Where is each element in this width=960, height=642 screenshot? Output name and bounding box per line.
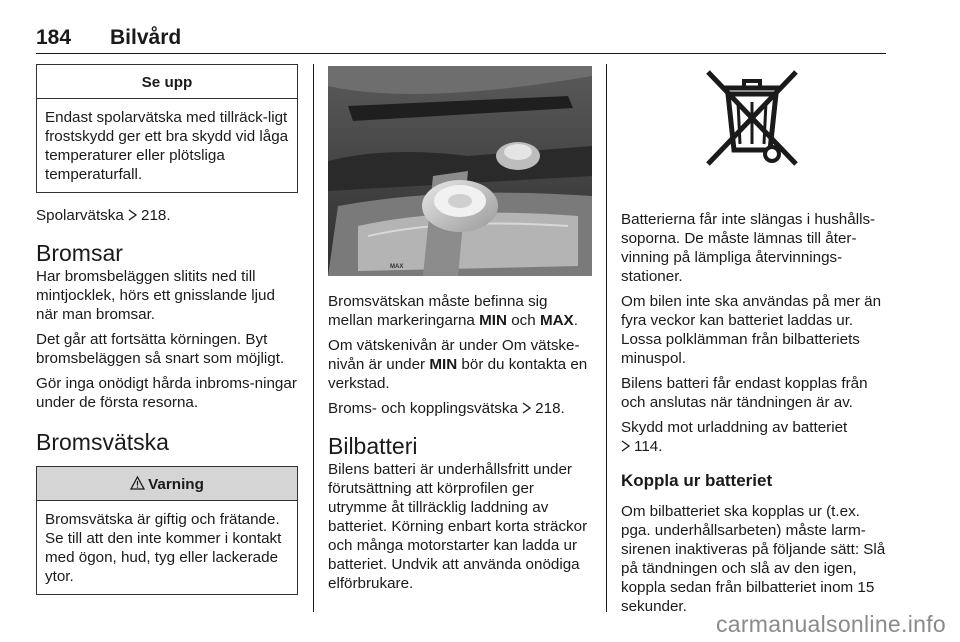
- disposal-paragraph: Batterierna får inte slängas i hushålls-soporna. De måste lämnas till åter-vinning på lämpliga återvinnings-stationer.: [621, 211, 876, 285]
- min-mark: MIN: [479, 312, 507, 329]
- caution-title: Se upp: [37, 65, 297, 99]
- watermark: carmanualsonline.info: [715, 611, 946, 637]
- page-header: [36, 26, 886, 52]
- header-rule: [36, 53, 886, 54]
- column-3: [621, 210, 889, 616]
- reservoir-illustration: [328, 66, 592, 276]
- clutch-ref-page: 218.: [535, 400, 565, 417]
- warning-header: [37, 467, 297, 501]
- fluid-level-paragraph: [328, 292, 592, 330]
- column-1: [36, 64, 298, 595]
- low-level-text: Om vätskenivån är under Om vätske-nivån är under: [328, 337, 580, 373]
- brake-fluid-reservoir-photo: [328, 66, 592, 276]
- washer-ref-page: 218.: [141, 207, 171, 224]
- min-mark-2: MIN: [429, 356, 458, 373]
- column-divider-2: [606, 64, 607, 612]
- brakes-paragraph-3: Gör inga onödigt hårda inbroms-ningar under de första resorna.: [36, 375, 297, 411]
- washer-fluid-ref: [36, 206, 298, 225]
- crossed-bin-icon: [700, 66, 804, 170]
- brake-fluid-heading: Bromsvätska: [36, 429, 169, 455]
- brakes-heading: Bromsar: [36, 240, 123, 266]
- warning-title: Varning: [148, 476, 204, 493]
- chapter-title: Bilvård: [110, 26, 182, 49]
- caution-box: [36, 64, 298, 193]
- battery-heading: Bilbatteri: [328, 433, 418, 459]
- clutch-fluid-ref: [328, 399, 592, 418]
- warning-box: [36, 466, 298, 595]
- discharge-ref-text: Skydd mot urladdning av batteriet: [621, 419, 848, 436]
- ignition-paragraph: Bilens batteri får endast kopplas från och anslutas när tändningen är av.: [621, 375, 868, 411]
- page-ref-arrow-icon: [522, 402, 532, 414]
- washer-ref-text: Spolarvätska: [36, 207, 124, 224]
- page-ref-arrow-icon: [128, 209, 138, 221]
- brakes-paragraph-2: Det går att fortsätta körningen. Byt bromsbeläggen så snart som möjligt.: [36, 331, 285, 367]
- page-number: 184: [36, 26, 72, 49]
- low-level-text-2: bör du kontakta en verkstad.: [328, 356, 588, 392]
- column-2: [328, 292, 592, 593]
- caution-body: Endast spolarvätska med tillräck-ligt frostskydd ger ett bra skydd vid låga temperaturer eller plötsliga temperaturfall.: [45, 109, 289, 183]
- max-mark-label: MAX: [390, 264, 404, 270]
- brakes-paragraph-1: Har bromsbeläggen slitits ned till mintjocklek, hörs ett gnisslande ljud när man bromsar.: [36, 268, 275, 323]
- discharge-ref-page: 114.: [634, 438, 663, 455]
- clutch-ref-text: Broms- och kopplingsvätska: [328, 400, 518, 417]
- max-mark: MAX: [539, 312, 574, 329]
- disconnect-heading: Koppla ur batteriet: [621, 471, 773, 490]
- discharge-ref: [621, 418, 889, 456]
- battery-paragraph: Bilens batteri är underhållsfritt under förutsättning att körprofilen ger utrymme åt tillräcklig laddning av batteriet. Körning enbart korta sträckor och många motorstarter kan ladda ur batteriet. Undvik att använda onödiga elförbrukare.: [328, 461, 588, 592]
- low-level-paragraph: [328, 336, 592, 393]
- warning-triangle-icon: [130, 476, 145, 490]
- column-divider-1: [313, 64, 314, 612]
- fluid-level-and: och: [511, 312, 536, 329]
- storage-paragraph: Om bilen inte ska användas på mer än fyra veckor kan batteriet laddas ur. Lossa polklämman från bilbatteriets minuspol.: [621, 293, 882, 367]
- page-ref-arrow-icon: [621, 440, 631, 452]
- fluid-level-end: .: [573, 312, 578, 329]
- warning-body: Bromsvätska är giftig och frätande. Se till att den inte kommer i kontakt med ögon, hud, tyg eller lackerade ytor.: [45, 511, 282, 585]
- disconnect-paragraph: Om bilbatteriet ska kopplas ur (t.ex. pga. underhållsarbeten) måste larm-sirenen inaktiveras på följande sätt: Slå på tändningen och slå av den igen, koppla sedan från bilbatteriet inom 15 sekunder.: [621, 503, 886, 615]
- fluid-level-text: Bromsvätskan måste befinna sig mellan markeringarna: [328, 293, 548, 329]
